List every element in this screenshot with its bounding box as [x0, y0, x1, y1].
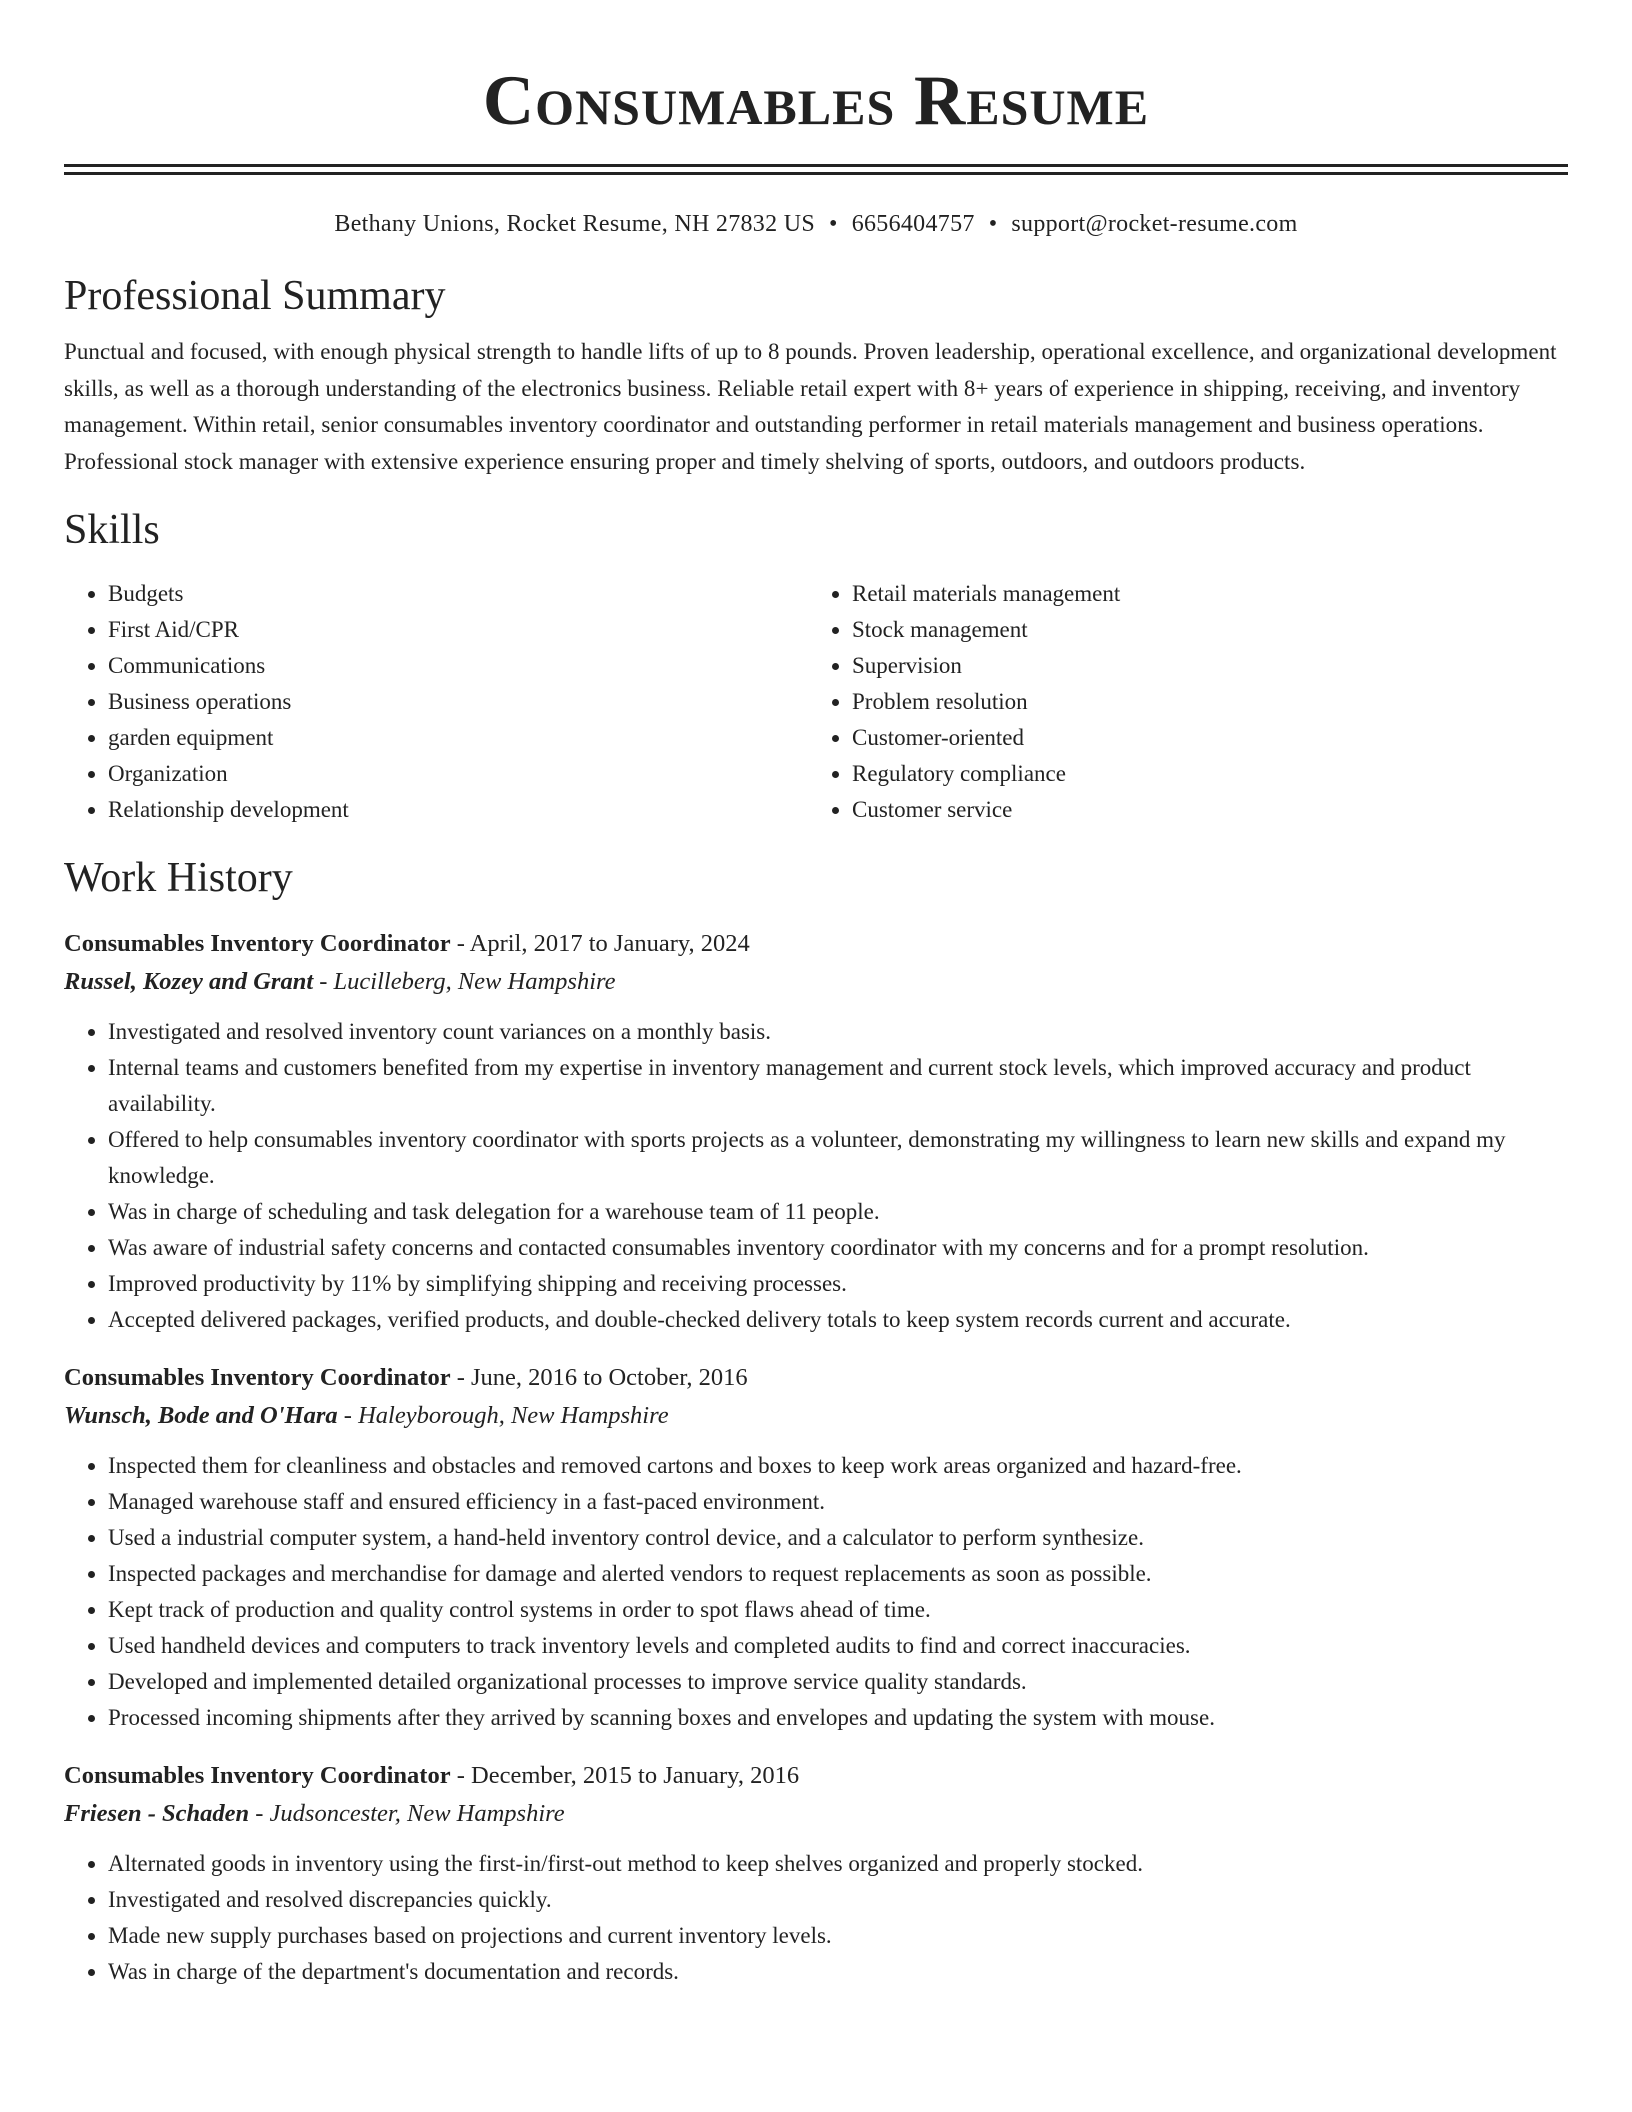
- skill-item: • Business operations: [108, 684, 808, 720]
- job-bullet: • Inspected packages and merchandise for damage and alerted vendors to request replacements as soon as possible.: [108, 1556, 1568, 1592]
- job-dates: - April, 2017 to January, 2024: [450, 930, 750, 957]
- job-bullet: • Internal teams and customers benefited from my expertise in inventory management and current stock levels, which improved accuracy and product availability.: [108, 1050, 1568, 1122]
- contact-line: [64, 208, 1568, 240]
- job-bullet: • Used handheld devices and computers to track inventory levels and completed audits to find and correct inaccuracies.: [108, 1628, 1568, 1664]
- contact-separator: •: [828, 211, 838, 237]
- job-bullet: • Improved productivity by 11% by simplifying shipping and receiving processes.: [108, 1266, 1568, 1302]
- skills-column-left: [64, 576, 808, 828]
- job-bullet: • Developed and implemented detailed organizational processes to improve service quality standards.: [108, 1664, 1568, 1700]
- job-bullet: • Alternated goods in inventory using the first-in/first-out method to keep shelves organized and properly stocked.: [108, 1846, 1568, 1882]
- company-location: - Haleyborough, New Hampshire: [337, 1402, 669, 1429]
- job-bullet: • Was in charge of scheduling and task delegation for a warehouse team of 11 people.: [108, 1194, 1568, 1230]
- work-history-heading: Work History: [64, 855, 293, 901]
- summary-text: Punctual and focused, with enough physical strength to handle lifts of up to 8 pounds. Proven leadership, operational excellence, and organizational development skills, as well as a thorough understanding of the electronics business. Reliable retail expert with 8+ years of experience in shipping, receiving, and inventory management. Within retail, senior consumables inventory coordinator and outstanding performer in retail materials management and business operations. Professional stock manager with extensive experience ensuring proper and timely shelving of sports, outdoors, and outdoors products.: [64, 339, 1557, 474]
- job-bullet: • Managed warehouse staff and ensured efficiency in a fast-paced environment.: [108, 1484, 1568, 1520]
- summary-heading: Professional Summary: [64, 273, 446, 319]
- job-dates: - June, 2016 to October, 2016: [450, 1364, 748, 1391]
- skills-section: [64, 504, 1568, 828]
- company-line: [64, 1794, 1568, 1834]
- job-entry: [64, 1758, 1568, 1990]
- company-location: - Lucilleberg, New Hampshire: [313, 968, 616, 995]
- skill-item: • Customer service: [852, 792, 1552, 828]
- skill-item: • Supervision: [852, 648, 1552, 684]
- job-bullet: • Inspected them for cleanliness and obstacles and removed cartons and boxes to keep work areas organized and hazard-free.: [108, 1448, 1568, 1484]
- job-title: Consumables Inventory Coordinator: [64, 1364, 451, 1391]
- job-bullet: • Kept track of production and quality control systems in order to spot flaws ahead of time.: [108, 1592, 1568, 1628]
- job-bullet: • Investigated and resolved inventory count variances on a monthly basis.: [108, 1014, 1568, 1050]
- skill-item: • Communications: [108, 648, 808, 684]
- skill-item: • Relationship development: [108, 792, 808, 828]
- skill-item: • Problem resolution: [852, 684, 1552, 720]
- skills-column-right: [808, 576, 1552, 828]
- resume-title: Consumables Resume: [482, 62, 1150, 140]
- job-bullet: • Accepted delivered packages, verified products, and double-checked delivery totals to keep system records current and accurate.: [108, 1302, 1568, 1338]
- skills-grid: [64, 576, 1568, 828]
- job-entry: [64, 1360, 1568, 1736]
- job-entry: [64, 926, 1568, 1338]
- skills-list-left: [64, 576, 808, 828]
- skills-list-right: [808, 576, 1552, 828]
- title-divider-bottom: [64, 172, 1568, 175]
- job-bullet: • Made new supply purchases based on projections and current inventory levels.: [108, 1918, 1568, 1954]
- skill-item: • Retail materials management: [852, 576, 1552, 612]
- job-bullets: [64, 1448, 1568, 1736]
- job-bullets: [64, 1846, 1568, 1990]
- work-history-section: [64, 852, 1568, 1990]
- company-line: [64, 962, 1568, 1002]
- job-bullet: • Used a industrial computer system, a hand-held inventory control device, and a calculator to perform synthesize.: [108, 1520, 1568, 1556]
- job-title-line: [64, 926, 1568, 962]
- company-name: Friesen - Schaden: [64, 1800, 250, 1827]
- job-dates: - December, 2015 to January, 2016: [450, 1762, 800, 1789]
- job-title-line: [64, 1360, 1568, 1396]
- job-bullet: • Processed incoming shipments after they arrived by scanning boxes and envelopes and updating the system with mouse.: [108, 1700, 1568, 1736]
- job-bullet: • Investigated and resolved discrepancies quickly.: [108, 1882, 1568, 1918]
- company-name: Russel, Kozey and Grant: [64, 968, 314, 995]
- skill-item: • Customer-oriented: [852, 720, 1552, 756]
- skill-item: • Budgets: [108, 576, 808, 612]
- skill-item: • First Aid/CPR: [108, 612, 808, 648]
- job-title-line: [64, 1758, 1568, 1794]
- job-title: Consumables Inventory Coordinator: [64, 1762, 451, 1789]
- contact-phone: 6656404757: [851, 211, 975, 237]
- job-title: Consumables Inventory Coordinator: [64, 930, 451, 957]
- company-line: [64, 1396, 1568, 1436]
- contact-address: Bethany Unions, Rocket Resume, NH 27832 US: [334, 211, 815, 237]
- skill-item: • Stock management: [852, 612, 1552, 648]
- job-bullet: • Offered to help consumables inventory coordinator with sports projects as a volunteer, demonstrating my willingness to learn new skills and expand my knowledge.: [108, 1122, 1568, 1194]
- skill-item: • garden equipment: [108, 720, 808, 756]
- job-bullet: • Was in charge of the department's documentation and records.: [108, 1954, 1568, 1990]
- job-bullet: • Was aware of industrial safety concerns and contacted consumables inventory coordinator with my concerns and for a prompt resolution.: [108, 1230, 1568, 1266]
- contact-email: support@rocket-resume.com: [1011, 211, 1298, 237]
- skills-heading: Skills: [64, 507, 160, 553]
- summary-section: [64, 270, 1568, 480]
- company-name: Wunsch, Bode and O'Hara: [64, 1402, 338, 1429]
- job-bullets: [64, 1014, 1568, 1338]
- skill-item: • Regulatory compliance: [852, 756, 1552, 792]
- contact-separator: •: [988, 211, 998, 237]
- company-location: - Judsoncester, New Hampshire: [249, 1800, 565, 1827]
- skill-item: • Organization: [108, 756, 808, 792]
